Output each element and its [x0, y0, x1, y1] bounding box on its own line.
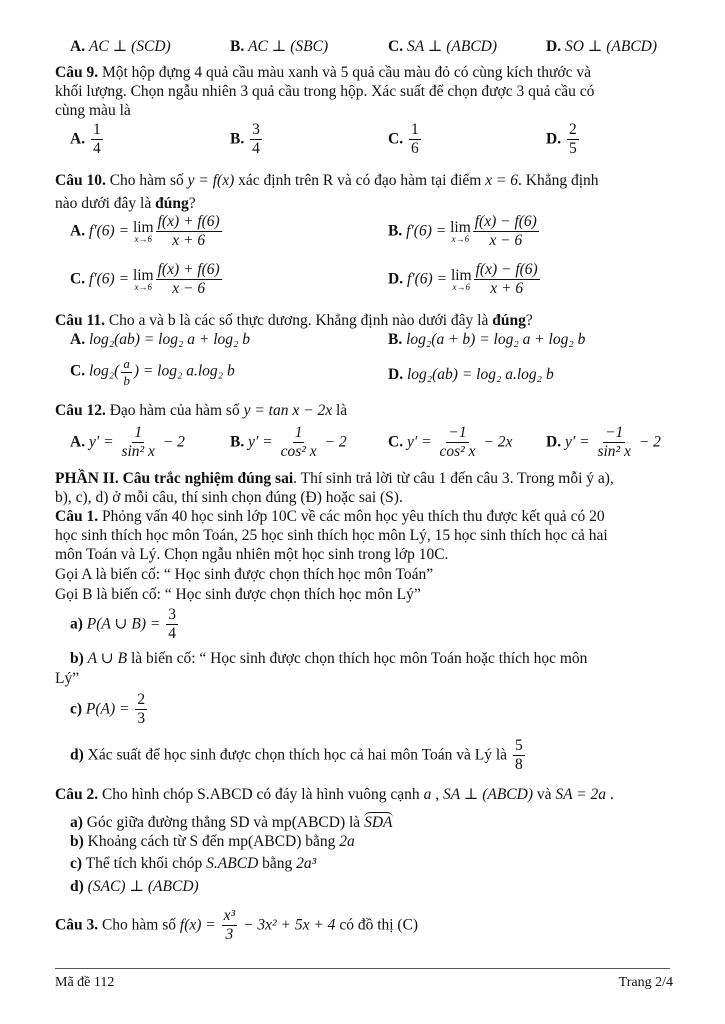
- q10-line2: nào dưới đây là đúng?: [55, 195, 196, 212]
- footer-exam-code: Mã đề 112: [55, 975, 115, 990]
- p3-stem: Câu 3. Cho hàm số f(x) = $\frac{\text{x³}}{3}$ − 3x² + 5x + 4 có đồ thị (C): [55, 907, 419, 944]
- p1-line3: môn Toán và Lý. Chọn ngẫu nhiên một học sinh trong lớp 10C.: [55, 546, 449, 563]
- q10-option-a: A. f′(6) = lim x→6 $\frac{f(x) + f(6)}{x + 6}$: [70, 213, 220, 250]
- p1-item-a: a) P(A ∪ B) = $\frac{3}{4}$: [70, 606, 176, 643]
- p1-line4: Gọi A là biến cố: “ Học sinh được chọn thích học môn Toán”: [55, 566, 434, 583]
- q11-option-c: C. log₂( $\frac{a}{b}$ ) = log₂ a.log₂ b: [70, 356, 235, 388]
- p1-item-c: c) P(A) = $\frac{2}{3}$: [70, 691, 146, 728]
- footer-page-number: Trang 2/4: [618, 975, 673, 990]
- q9-option-a: A. $\frac{1}{4}$: [70, 121, 101, 158]
- q8-option-a: A. AC ⊥ (SCD): [70, 38, 171, 55]
- p1-item-d: d) Xác suất để học sinh được chọn thích học cả hai môn Toán và Lý là $\frac{5}{8}$: [70, 737, 523, 774]
- q10-option-b: B. f′(6) = lim x→6 $\frac{f(x) - f(6)}{x - 6}$: [388, 213, 537, 250]
- part2-line2: b), c), d) ở mỗi câu, thí sinh chọn đúng (Đ) hoặc sai (S).: [55, 489, 403, 506]
- q9-option-c: C. $\frac{1}{6}$: [388, 121, 419, 158]
- q9-line1: Câu 9. Một hộp đựng 4 quả cầu màu xanh và 5 quả cầu màu đỏ có cùng kích thước và: [55, 64, 591, 81]
- p2-item-d: d) (SAC) ⊥ (ABCD): [70, 878, 199, 895]
- q9-line3: cùng màu là: [55, 102, 131, 119]
- q11-option-a: A. log₂(ab) = log₂ a + log₂ b: [70, 331, 251, 348]
- q10-option-c: C. f′(6) = lim x→6 $\frac{f(x) + f(6)}{x - 6}$: [70, 261, 220, 298]
- q12-option-d: D. y′ = $\frac{-1}{\text{sin² x}}$ − 2: [546, 424, 661, 461]
- p2-item-b: b) Khoảng cách từ S đến mp(ABCD) bằng 2a: [70, 833, 355, 850]
- q11-option-b: B. log₂(a + b) = log₂ a + log₂ b: [388, 331, 586, 348]
- p1-line1: Câu 1. Phỏng vấn 40 học sinh lớp 10C về các môn học yêu thích thu được kết quả có 20: [55, 508, 605, 525]
- q12-option-a: A. y′ = $\frac{1}{\text{sin² x}}$ − 2: [70, 424, 185, 461]
- p1-line2: học sinh thích học môn Toán, 25 học sinh thích học môn Lý, 15 học sinh thích học cả hai: [55, 527, 608, 544]
- q11-stem: Câu 11. Cho a và b là các số thực dương. Khẳng định nào dưới đây là đúng?: [55, 312, 533, 329]
- q12-option-c: C. y′ = $\frac{-1}{\text{cos² x}}$ − 2x: [388, 424, 513, 461]
- p1-item-b-line2: Lý”: [55, 670, 80, 687]
- q8-option-d: D. SO ⊥ (ABCD): [546, 38, 658, 55]
- q10-line1: Câu 10. Cho hàm số y = f(x) xác định trên R và có đạo hàm tại điểm x = 6. Khẳng định: [55, 172, 599, 189]
- q8-option-c: C. SA ⊥ (ABCD): [388, 38, 498, 55]
- q11-option-d: D. log₂(ab) = log₂ a.log₂ b: [388, 366, 554, 383]
- p2-item-a: a) Góc giữa đường thẳng SD và mp(ABCD) là SDA: [70, 814, 393, 831]
- q12-stem: Câu 12. Đạo hàm của hàm số y = tan x − 2x là: [55, 402, 348, 419]
- q9-option-d: D. $\frac{2}{5}$: [546, 121, 577, 158]
- p1-line5: Gọi B là biến cố: “ Học sinh được chọn thích học môn Lý”: [55, 586, 421, 603]
- p2-stem: Câu 2. Cho hình chóp S.ABCD có đáy là hình vuông cạnh a , SA ⊥ (ABCD) và SA = 2a .: [55, 786, 614, 803]
- p1-item-b: b) A ∪ B là biến cố: “ Học sinh được chọn thích học môn Toán hoặc thích học môn: [70, 650, 588, 667]
- part2-heading: PHẦN II. Câu trắc nghiệm đúng sai. Thí sinh trả lời từ câu 1 đến câu 3. Trong mỗi ý a),: [55, 470, 614, 487]
- q9-option-b: B. $\frac{3}{4}$: [230, 121, 260, 158]
- footer-divider: [55, 968, 670, 969]
- q12-option-b: B. y′ = $\frac{1}{\text{cos² x}}$ − 2: [230, 424, 347, 461]
- q8-option-b: B. AC ⊥ (SBC): [230, 38, 329, 55]
- p2-item-c: c) Thể tích khối chóp S.ABCD bằng 2a³: [70, 855, 317, 872]
- q10-option-d: D. f′(6) = lim x→6 $\frac{f(x) - f(6)}{x + 6}$: [388, 261, 538, 298]
- q9-line2: khối lượng. Chọn ngẫu nhiên 3 quả cầu trong hộp. Xác suất để chọn được 3 quả cầu có: [55, 83, 595, 100]
